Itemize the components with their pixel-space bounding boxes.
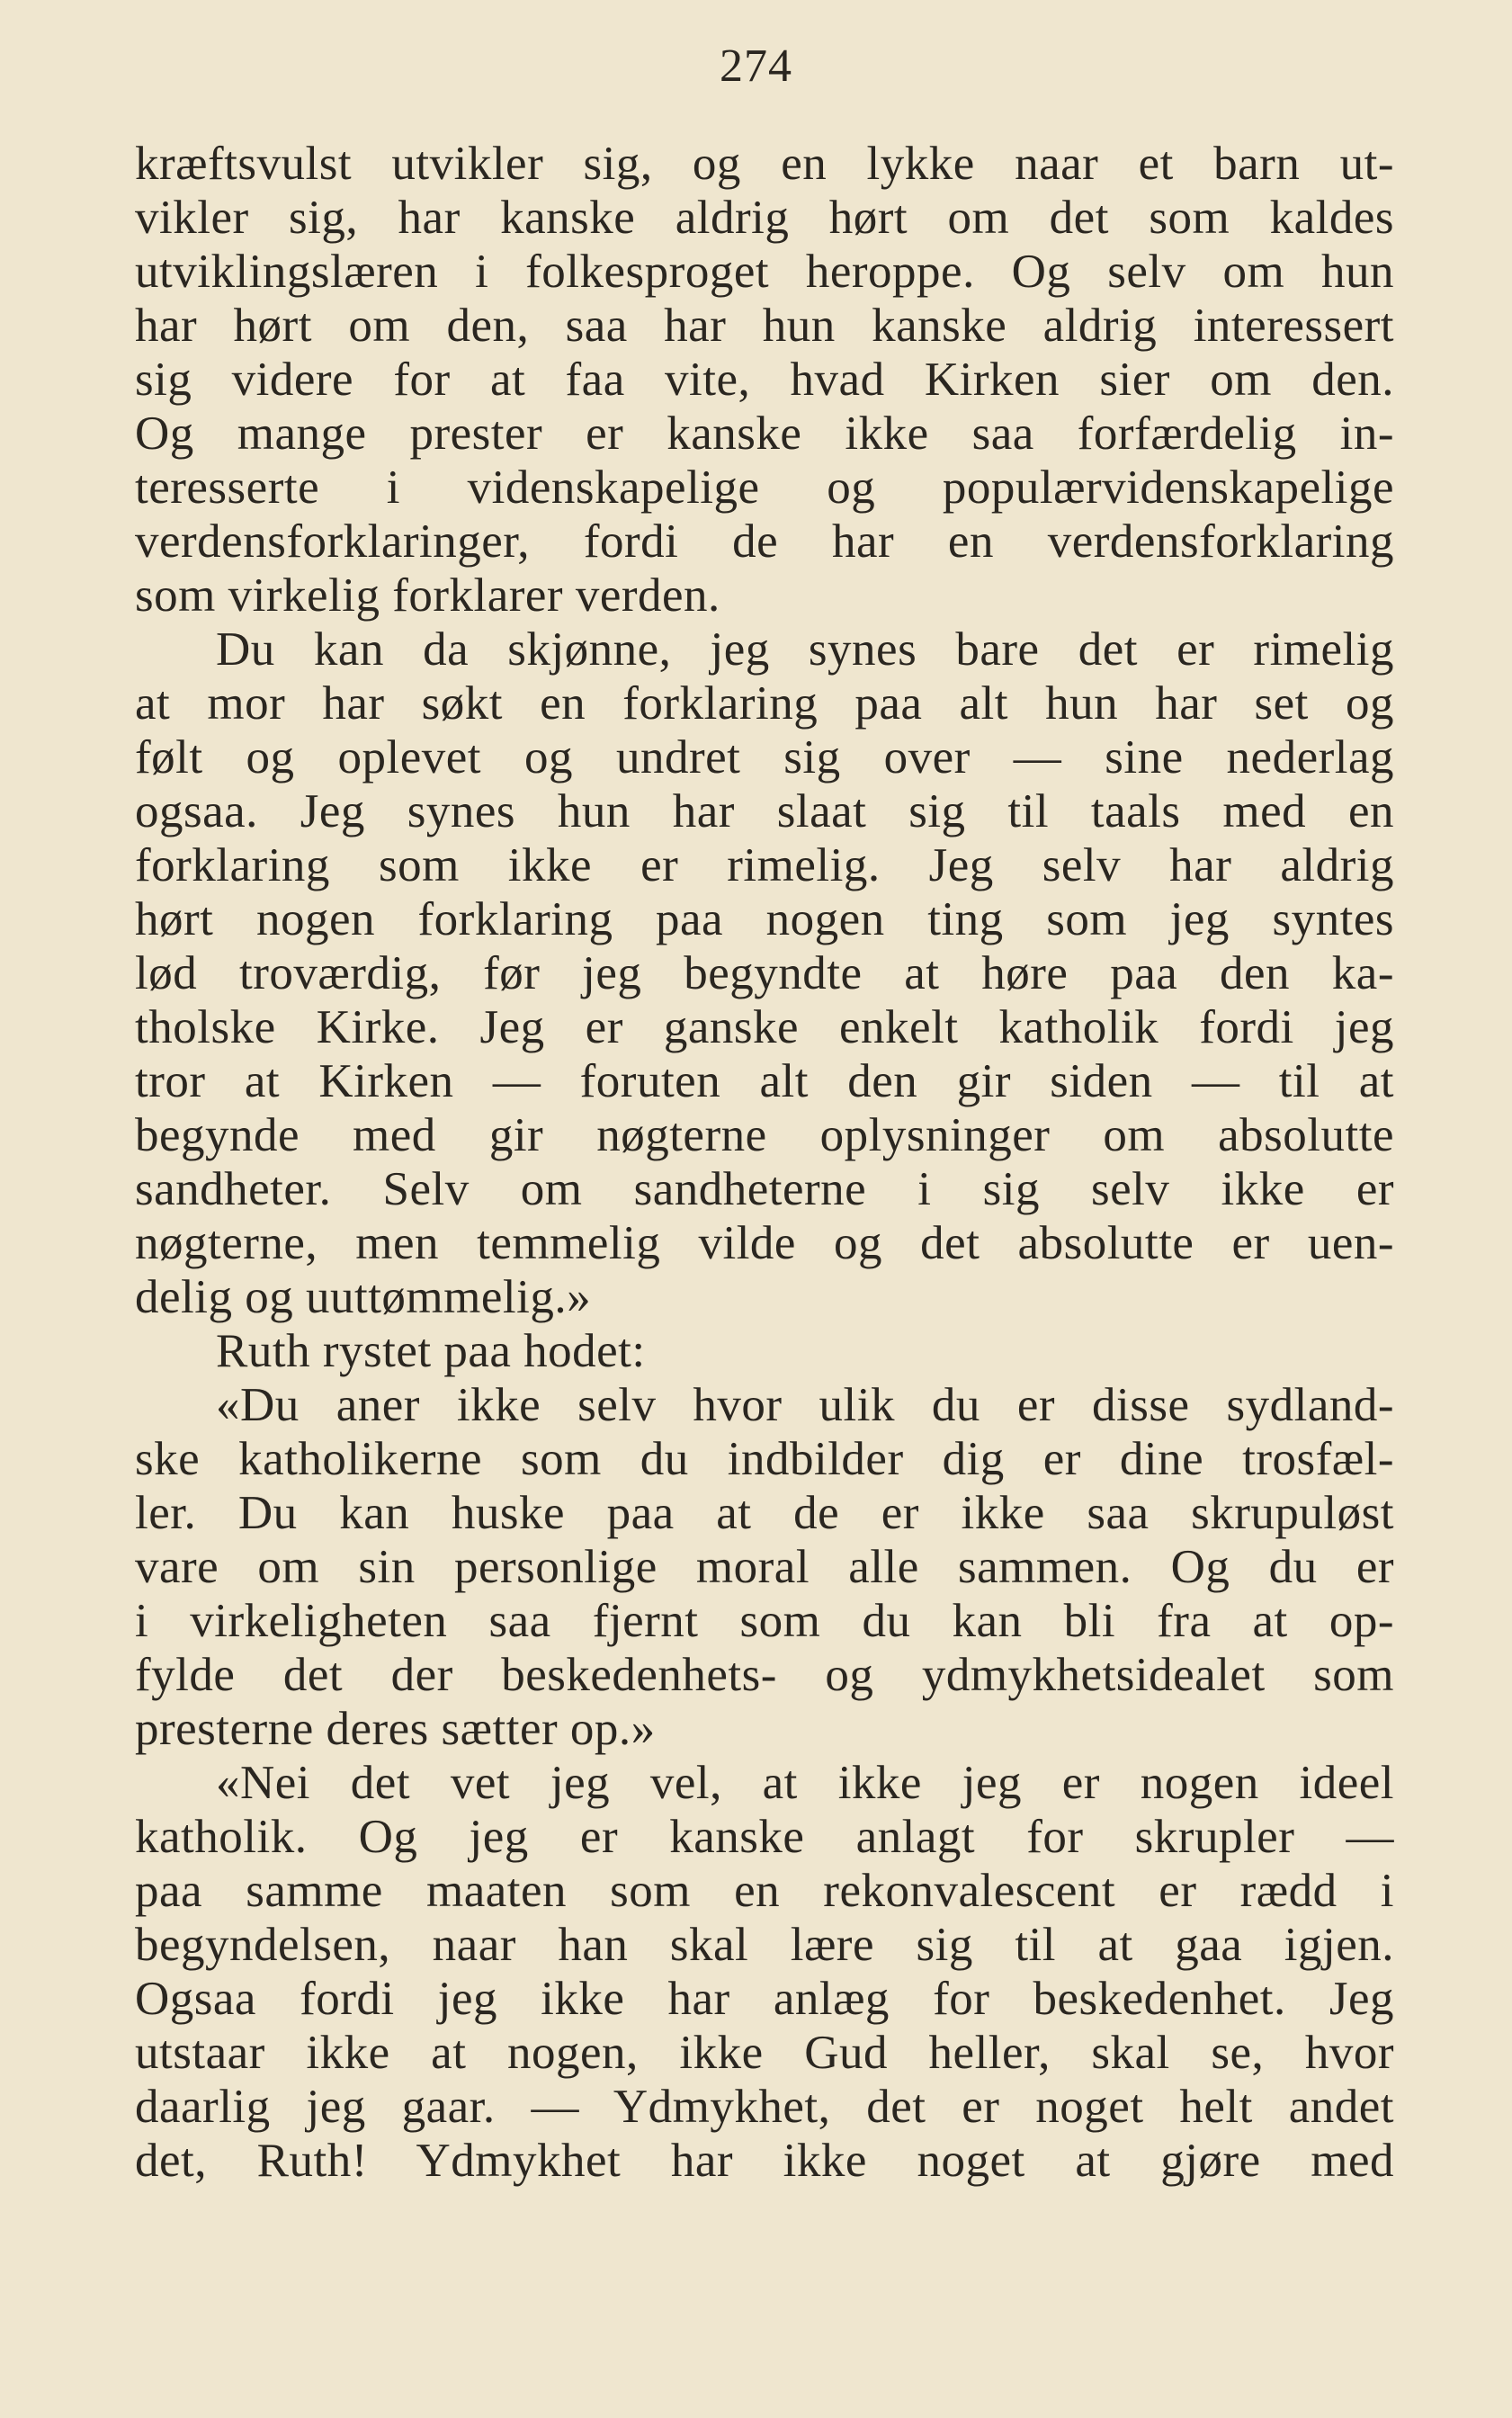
text-line: forklaring som ikke er rimelig. Jeg selv har aldrig	[135, 839, 1394, 891]
text-line: Ruth rystet paa hodet:	[216, 1325, 646, 1377]
text-line: «Du aner ikke selv hvor ulik du er disse sydland-	[216, 1379, 1394, 1431]
text-line: i virkeligheten saa fjernt som du kan bli fra at op-	[135, 1595, 1394, 1647]
text-line: vare om sin personlige moral alle sammen. Og du er	[135, 1541, 1394, 1593]
text-line: vikler sig, har kanske aldrig hørt om det som kaldes	[135, 192, 1394, 244]
text-line: daarlig jeg gaar. — Ydmykhet, det er noget helt andet	[135, 2081, 1394, 2133]
page-number: 274	[720, 40, 792, 92]
text-line: at mor har søkt en forklaring paa alt hun har set og	[135, 677, 1394, 730]
text-line: ogsaa. Jeg synes hun har slaat sig til taals med en	[135, 785, 1394, 837]
text-line: Du kan da skjønne, jeg synes bare det er rimelig	[216, 623, 1394, 676]
text-line: ske katholikerne som du indbilder dig er dine trosfæl-	[135, 1433, 1394, 1485]
text-line: som virkelig forklarer verden.	[135, 569, 720, 622]
text-line: hørt nogen forklaring paa nogen ting som jeg syntes	[135, 893, 1394, 945]
text-line: sig videre for at faa vite, hvad Kirken sier om den.	[135, 354, 1394, 406]
text-line: verdensforklaringer, fordi de har en verdensforklaring	[135, 515, 1394, 568]
text-line: sandheter. Selv om sandheterne i sig selv ikke er	[135, 1163, 1394, 1215]
text-line: begynde med gir nøgterne oplysninger om absolutte	[135, 1109, 1394, 1161]
text-line: fylde det der beskedenhets- og ydmykhetsidealet som	[135, 1649, 1394, 1701]
text-line: følt og oplevet og undret sig over — sine nederlag	[135, 731, 1394, 784]
text-line: kræftsvulst utvikler sig, og en lykke naar et barn ut-	[135, 138, 1394, 190]
text-line: paa samme maaten som en rekonvalescent er rædd i	[135, 1865, 1394, 1917]
text-line: utviklingslæren i folkesproget heroppe. Og selv om hun	[135, 246, 1394, 298]
text-line: teresserte i videnskapelige og populærvidenskapelige	[135, 461, 1394, 514]
text-line: delig og uuttømmelig.»	[135, 1271, 592, 1323]
text-line: «Nei det vet jeg vel, at ikke jeg er nogen ideel	[216, 1757, 1394, 1809]
text-line: presterne deres sætter op.»	[135, 1703, 656, 1755]
text-line: tholske Kirke. Jeg er ganske enkelt katholik fordi jeg	[135, 1001, 1394, 1053]
text-line: begyndelsen, naar han skal lære sig til at gaa igjen.	[135, 1919, 1394, 1971]
text-line: katholik. Og jeg er kanske anlagt for skrupler —	[135, 1811, 1394, 1863]
text-line: det, Ruth! Ydmykhet har ikke noget at gjøre med	[135, 2135, 1394, 2187]
text-line: tror at Kirken — foruten alt den gir siden — til at	[135, 1055, 1394, 1107]
text-line: har hørt om den, saa har hun kanske aldrig interessert	[135, 300, 1394, 352]
text-line: Og mange prester er kanske ikke saa forfærdelig in-	[135, 407, 1394, 460]
body-text	[135, 137, 1394, 2188]
text-line: nøgterne, men temmelig vilde og det absolutte er uen-	[135, 1217, 1394, 1269]
text-line: Ogsaa fordi jeg ikke har anlæg for beskedenhet. Jeg	[135, 1973, 1394, 2025]
text-line: ler. Du kan huske paa at de er ikke saa skrupuløst	[135, 1487, 1394, 1539]
text-line: utstaar ikke at nogen, ikke Gud heller, skal se, hvor	[135, 2027, 1394, 2079]
text-line: lød troværdig, før jeg begyndte at høre paa den ka-	[135, 947, 1394, 999]
